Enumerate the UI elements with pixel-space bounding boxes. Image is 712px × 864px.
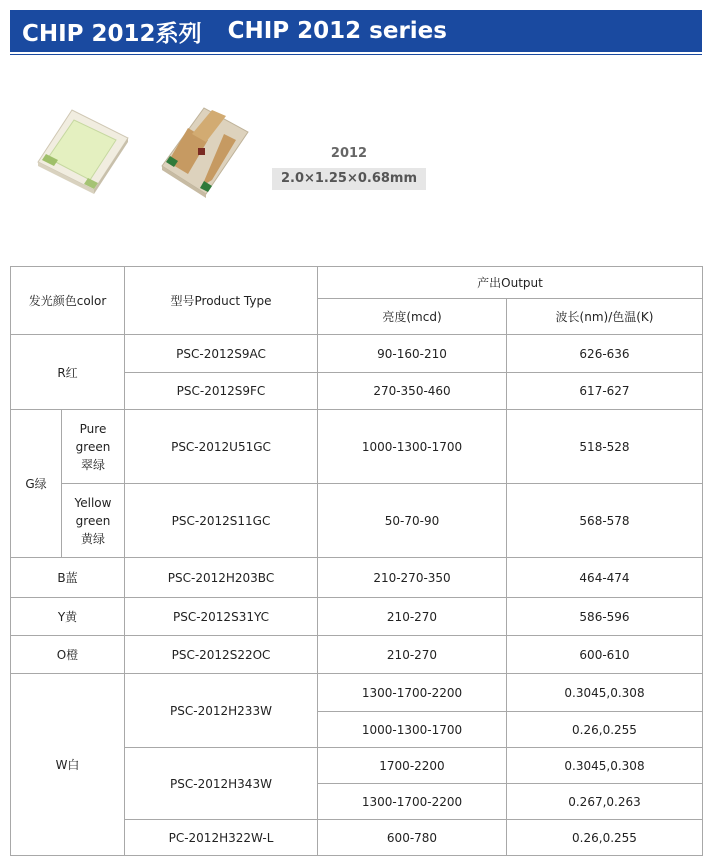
sub-color-line: Pure (79, 421, 107, 436)
header-row-1 (11, 267, 703, 299)
color-cell-blue: B蓝 (11, 558, 125, 598)
brightness-cell: 1000-1300-1700 (318, 712, 507, 748)
dimensions-label: 2.0×1.25×0.68mm (272, 168, 426, 190)
table-row (11, 558, 703, 598)
color-cell-orange: O橙 (11, 636, 125, 674)
header-output: 产出Output (318, 267, 703, 299)
table-row (11, 598, 703, 636)
sub-color-line: Yellow (74, 495, 112, 510)
color-cell-red: R红 (11, 335, 125, 410)
sub-color-line: 黄绿 (80, 531, 105, 546)
wavelength-cell: 568-578 (507, 484, 703, 558)
table-row (11, 410, 703, 484)
table-row (11, 674, 703, 712)
wavelength-cell: 0.3045,0.308 (507, 674, 703, 712)
series-header-banner (10, 10, 702, 52)
brightness-cell: 1300-1700-2200 (318, 674, 507, 712)
product-type-cell: PSC-2012H343W (125, 748, 318, 820)
wavelength-cell: 626-636 (507, 335, 703, 373)
wavelength-cell: 0.3045,0.308 (507, 748, 703, 784)
product-type-cell: PC-2012H322W-L (125, 820, 318, 856)
product-type-cell: PSC-2012S22OC (125, 636, 318, 674)
sub-color-cell-pure-green (62, 410, 125, 484)
brightness-cell: 1700-2200 (318, 748, 507, 784)
product-type-cell: PSC-2012S9FC (125, 373, 318, 410)
brightness-cell: 90-160-210 (318, 335, 507, 373)
table-row (11, 335, 703, 373)
header-color: 发光颜色color (11, 267, 125, 335)
brightness-cell: 210-270-350 (318, 558, 507, 598)
brightness-cell: 600-780 (318, 820, 507, 856)
product-spec-table (10, 266, 703, 856)
brightness-cell: 1300-1700-2200 (318, 784, 507, 820)
wavelength-cell: 518-528 (507, 410, 703, 484)
table-row (11, 484, 703, 558)
header-underline (10, 54, 702, 55)
product-type-cell: PSC-2012S31YC (125, 598, 318, 636)
color-cell-white: W白 (11, 674, 125, 856)
brightness-cell: 1000-1300-1700 (318, 410, 507, 484)
sub-color-line: green (75, 513, 111, 528)
brightness-cell: 270-350-460 (318, 373, 507, 410)
product-type-cell: PSC-2012S11GC (125, 484, 318, 558)
size-code-label: 2012 (330, 146, 368, 161)
led-chip-top-view-image (28, 104, 132, 196)
product-type-cell: PSC-2012U51GC (125, 410, 318, 484)
wavelength-cell: 0.26,0.255 (507, 712, 703, 748)
sub-color-cell-yellow-green (62, 484, 125, 558)
header-product-type: 型号Product Type (125, 267, 318, 335)
wavelength-cell: 586-596 (507, 598, 703, 636)
header-wavelength: 波长(nm)/色温(K) (507, 299, 703, 335)
series-title-en: CHIP 2012 series (227, 18, 447, 44)
product-type-cell: PSC-2012S9AC (125, 335, 318, 373)
color-cell-yellow: Y黄 (11, 598, 125, 636)
series-title-cn: CHIP 2012系列 (22, 20, 202, 47)
led-chip-bottom-view-image (156, 104, 260, 200)
sub-color-line: 翠绿 (80, 457, 105, 472)
color-cell-green: G绿 (11, 410, 62, 558)
wavelength-cell: 617-627 (507, 373, 703, 410)
product-type-cell: PSC-2012H203BC (125, 558, 318, 598)
wavelength-cell: 600-610 (507, 636, 703, 674)
sub-color-line: green (75, 439, 111, 454)
product-type-cell: PSC-2012H233W (125, 674, 318, 748)
wavelength-cell: 464-474 (507, 558, 703, 598)
brightness-cell: 210-270 (318, 636, 507, 674)
brightness-cell: 50-70-90 (318, 484, 507, 558)
table-row (11, 636, 703, 674)
brightness-cell: 210-270 (318, 598, 507, 636)
header-brightness: 亮度(mcd) (318, 299, 507, 335)
wavelength-cell: 0.267,0.263 (507, 784, 703, 820)
wavelength-cell: 0.26,0.255 (507, 820, 703, 856)
